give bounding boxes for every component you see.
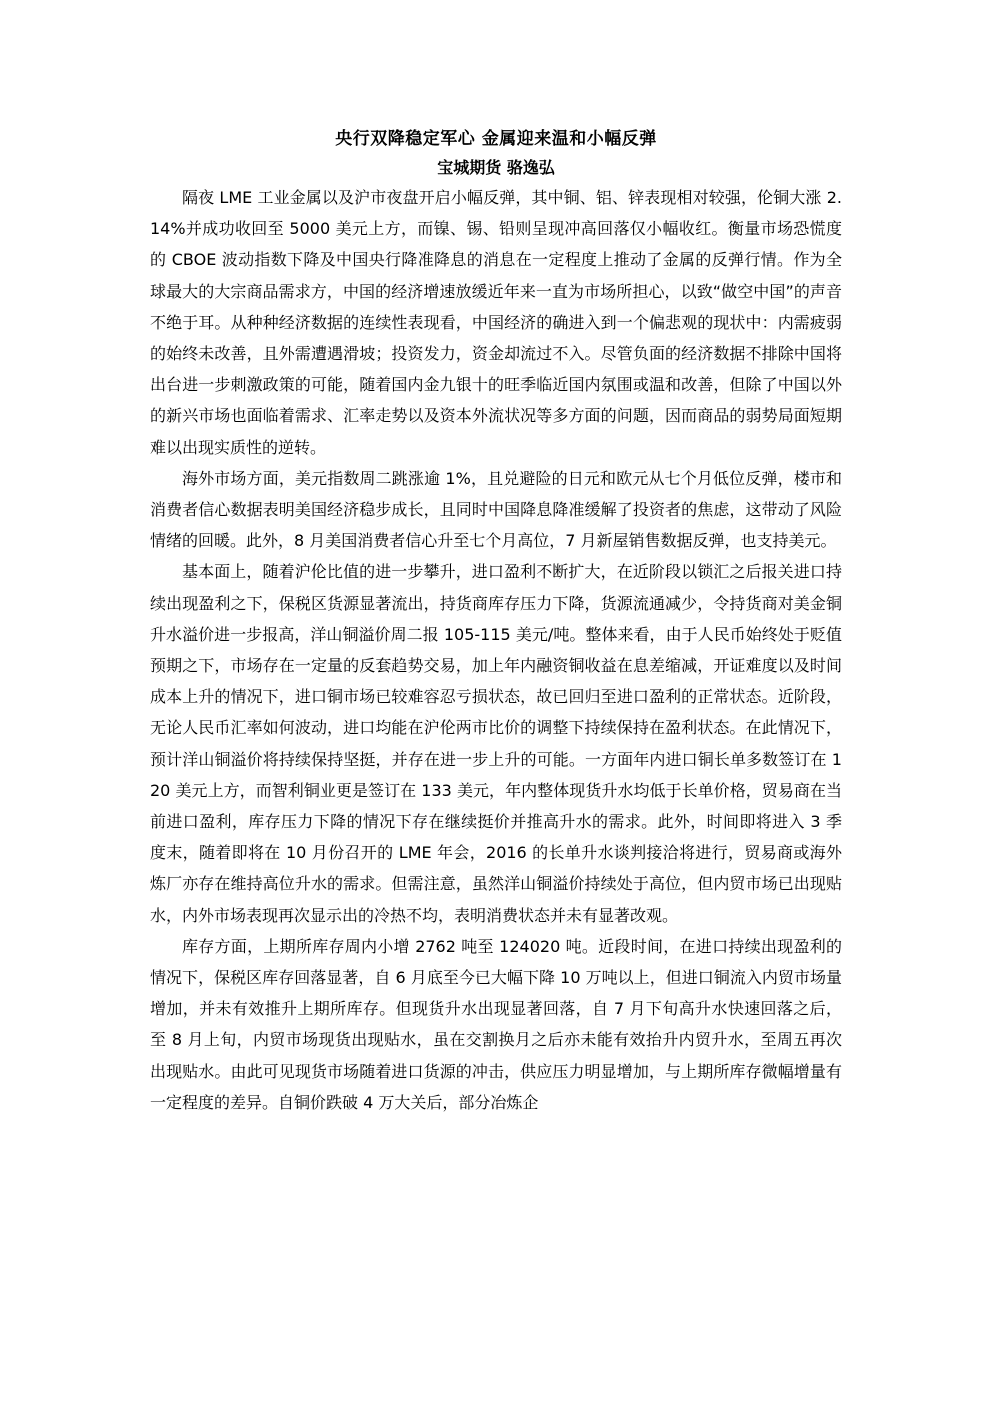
document-body — [150, 124, 842, 1118]
document-author: 宝城期货 骆逸弘 — [437, 158, 555, 177]
paragraph-market-overview: 隔夜 LME 工业金属以及沪市夜盘开启小幅反弹，其中铜、铝、锌表现相对较强，伦铜大涨 2.14%并成功收回至 5000 美元上方，而镍、锡、铅则呈现冲高回落仅小幅收红。衡量市场恐慌度的 CBOE 波动指数下降及中国央行降准降息的消息在一定程度上推动了金属的反弹行情。作为全球最大的大宗商品需求方，中国的经济增速放缓近年来一直为市场所担心，以致“做空中国”的声音不绝于耳。从种种经济数据的连续性表现看，中国经济的确进入到一个偏悲观的现状中：内需疲弱的始终未改善，且外需遭遇滑坡；投资发力，资金却流过不入。尽管负面的经济数据不排除中国将出台进一步刺激政策的可能，随着国内金九银十的旺季临近国内氛围或温和改善，但除了中国以外的新兴市场也面临着需求、汇率走势以及资本外流状况等多方面的问题，因而商品的弱势局面短期难以出现实质性的逆转。 — [150, 188, 842, 457]
document-title: 央行双降稳定军心 金属迎来温和小幅反弹 — [335, 129, 657, 149]
paragraph-overseas-market: 海外市场方面，美元指数周二跳涨逾 1%，且兑避险的日元和欧元从七个月低位反弹，楼市和消费者信心数据表明美国经济稳步成长，且同时中国降息降准缓解了投资者的焦虑，这带动了风险情绪的回暖。此外，8 月美国消费者信心升至七个月高位，7 月新屋销售数据反弹，也支持美元。 — [150, 468, 842, 551]
paragraph-inventory: 库存方面，上期所库存周内小增 2762 吨至 124020 吨。近段时间，在进口持续出现盈利的情况下，保税区库存回落显著，自 6 月底至今已大幅下降 10 万吨以上，但进口铜流入内贸市场量增加，并未有效推升上期所库存。但现货升水出现显著回落，自 7 月下旬高升水快速回落之后，至 8 月上旬，内贸市场现货出现贴水，虽在交割换月之后亦未能有效抬升内贸升水，至周五再次出现贴水。由此可见现货市场随着进口货源的冲击，供应压力明显增加，与上期所库存微幅增量有一定程度的差异。自铜价跌破 4 万大关后，部分冶炼企 — [150, 936, 842, 1112]
paragraph-fundamentals: 基本面上，随着沪伦比值的进一步攀升，进口盈利不断扩大，在近阶段以锁汇之后报关进口持续出现盈利之下，保税区货源显著流出，持货商库存压力下降，货源流通减少，令持货商对美金铜升水溢价进一步报高，洋山铜溢价周二报 105-115 美元/吨。整体来看，由于人民币始终处于贬值预期之下，市场存在一定量的反套趋势交易，加上年内融资铜收益在息差缩减，开证难度以及时间成本上升的情况下，进口铜市场已较难容忍亏损状态，故已回归至进口盈利的正常状态。近阶段，无论人民币汇率如何波动，进口均能在沪伦两市比价的调整下持续保持在盈利状态。在此情况下，预计洋山铜溢价将持续保持坚挺，并存在进一步上升的可能。一方面年内进口铜长单多数签订在 120 美元上方，而智利铜业更是签订在 133 美元，年内整体现货升水均低于长单价格，贸易商在当前进口盈利，库存压力下降的情况下存在继续挺价并推高升水的需求。此外，时间即将进入 3 季度末，随着即将在 10 月份召开的 LME 年会，2016 的长单升水谈判接洽将进行，贸易商或海外炼厂亦存在维持高位升水的需求。但需注意，虽然洋山铜溢价持续处于高位，但内贸市场已出现贴水，内外市场表现再次显示出的冷热不均，表明消费状态并未有显著改观。 — [150, 562, 842, 925]
